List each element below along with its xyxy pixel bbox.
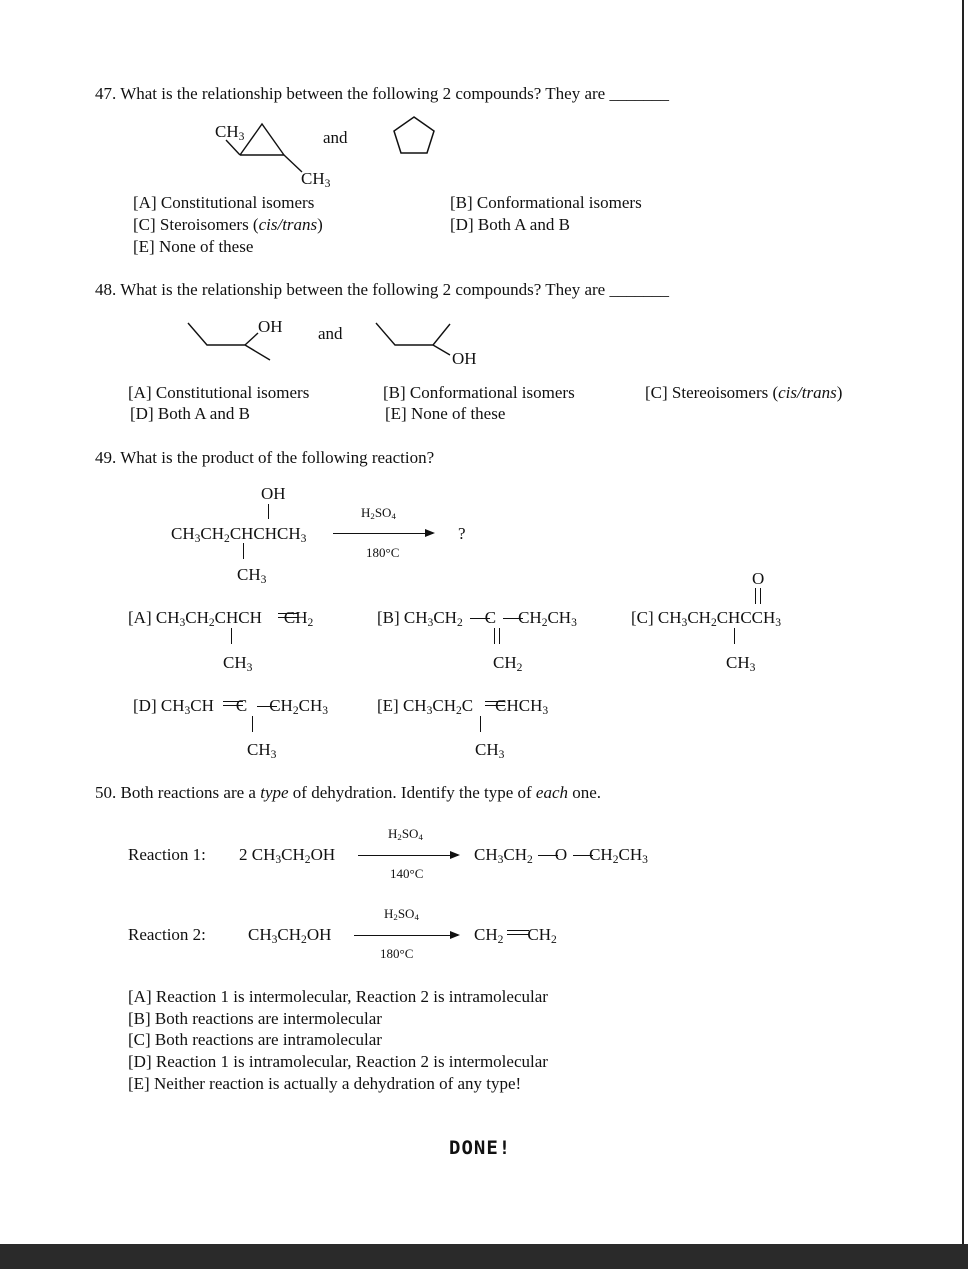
q50-option-d[interactable]: [D] Reaction 1 is intramolecular, Reaction 2 is intermolecular: [128, 1052, 548, 1071]
q50-option-a[interactable]: [A] Reaction 1 is intermolecular, Reaction 2 is intramolecular: [128, 987, 548, 1006]
reaction2-label: Reaction 2:: [128, 925, 206, 944]
reaction2-double-bond: [507, 930, 529, 935]
q47-ch3-bottom: $CH_3$: [301, 169, 331, 190]
q49-conditions: 180°C: [366, 545, 400, 560]
q49-c-double-bond: [755, 588, 761, 604]
q47-option-e[interactable]: [E] None of these: [133, 237, 254, 256]
q50-option-c[interactable]: [C] Both reactions are intramolecular: [128, 1030, 382, 1049]
q49-bond-oh: [268, 504, 269, 519]
q48-skeletal-structures: [0, 0, 968, 400]
q49-question: 49. What is the product of the following reaction?: [95, 448, 435, 467]
q48-option-d[interactable]: [D] Both A and B: [130, 404, 250, 423]
q49-arrow: [333, 533, 433, 534]
q47-ch3-top: $CH_3$: [215, 122, 245, 143]
q49-bond-ch3: [243, 543, 244, 559]
q48-question: 48. What is the relationship between the following 2 compounds? They are _______: [95, 280, 669, 299]
q49-a-bond: [231, 628, 232, 644]
q49-c-bond: [734, 628, 735, 644]
q49-reactant-ch3: $CH_3$: [237, 565, 267, 586]
q48-option-c[interactable]: [C] Stereoisomers (cis/trans): [645, 383, 843, 402]
q48-option-a[interactable]: [A] Constitutional isomers: [128, 383, 310, 402]
reaction1-label: Reaction 1:: [128, 845, 206, 864]
q47-option-c[interactable]: [C] Steroisomers (cis/trans): [133, 215, 323, 234]
q47-option-d[interactable]: [D] Both A and B: [450, 215, 570, 234]
q49-option-d[interactable]: [D] $CH_3CH$ C $CH_2CH_3$: [133, 696, 329, 717]
q50-option-e[interactable]: [E] Neither reaction is actually a dehydration of any type!: [128, 1074, 522, 1093]
reaction1-reactant: 2 $CH_3CH_2OH$: [239, 845, 336, 866]
q49-option-e[interactable]: [E] $CH_3CH_2C$ $CHCH_3$: [377, 696, 549, 717]
q48-option-e[interactable]: [E] None of these: [385, 404, 506, 423]
q48-and: and: [318, 324, 343, 343]
q49-b-bond-right: [503, 618, 523, 619]
reaction2-conditions: 180°C: [380, 946, 414, 961]
q49-a-double-bond: [278, 613, 298, 618]
q47-and: and: [323, 128, 348, 147]
q49-e-ch3: $CH_3$: [475, 740, 505, 761]
reaction2-product: $CH_2$ $CH_2$: [474, 925, 557, 946]
q49-e-double-bond: [485, 701, 505, 706]
q49-d-double-bond: [223, 701, 243, 706]
q50-question: 50. Both reactions are a type of dehydration. Identify the type of each one.: [95, 783, 602, 802]
q49-d-vbond: [252, 716, 253, 732]
reaction1-product: $CH_3CH_2$ O $CH_2CH_3$: [474, 845, 648, 866]
q49-c-oxygen: O: [752, 569, 765, 588]
q48-oh-left: OH: [258, 317, 283, 336]
q49-b-double-bond: [494, 628, 500, 644]
bottom-bar: [0, 1244, 968, 1269]
q48-option-b[interactable]: [B] Conformational isomers: [383, 383, 575, 402]
q49-reagent: $H_2SO_4$: [361, 505, 396, 522]
reaction2-arrow: [354, 935, 458, 936]
q49-d-ch3: $CH_3$: [247, 740, 277, 761]
q48-oh-right: OH: [452, 349, 477, 368]
q47-question: 47. What is the relationship between the following 2 compounds? They are _______: [95, 84, 669, 103]
q49-reactant-oh: OH: [261, 484, 286, 503]
reaction2-reactant: $CH_3CH_2OH$: [248, 925, 332, 946]
q49-b-ch2: $CH_2$: [493, 653, 523, 674]
q49-unknown: ?: [458, 524, 466, 543]
reaction1-ether-bond-right: [573, 855, 593, 856]
reaction1-reagent: $H_2SO_4$: [388, 826, 423, 843]
q49-option-b[interactable]: [B] $CH_3CH_2$ C $CH_2CH_3$: [377, 608, 577, 629]
reaction1-ether-bond-left: [538, 855, 558, 856]
q49-d-bond: [257, 706, 277, 707]
q47-option-a[interactable]: [A] Constitutional isomers: [133, 193, 315, 212]
reaction1-conditions: 140°C: [390, 866, 424, 881]
q49-option-a[interactable]: [A] $CH_3CH_2CHCH$ $CH_2$: [128, 608, 314, 629]
done-label: DONE!: [449, 1137, 512, 1159]
q49-b-bond-left: [470, 618, 490, 619]
q49-a-ch3: $CH_3$: [223, 653, 253, 674]
reaction2-reagent: $H_2SO_4$: [384, 906, 419, 923]
reaction1-arrow: [358, 855, 458, 856]
q50-option-b[interactable]: [B] Both reactions are intermolecular: [128, 1009, 382, 1028]
q47-option-b[interactable]: [B] Conformational isomers: [450, 193, 642, 212]
q49-reactant: $CH_3CH_2CHCHCH_3$: [171, 524, 307, 545]
q49-e-vbond: [480, 716, 481, 732]
q49-c-ch3: $CH_3$: [726, 653, 756, 674]
q49-option-c[interactable]: [C] $CH_3CH_2CHCCH_3$: [631, 608, 782, 629]
